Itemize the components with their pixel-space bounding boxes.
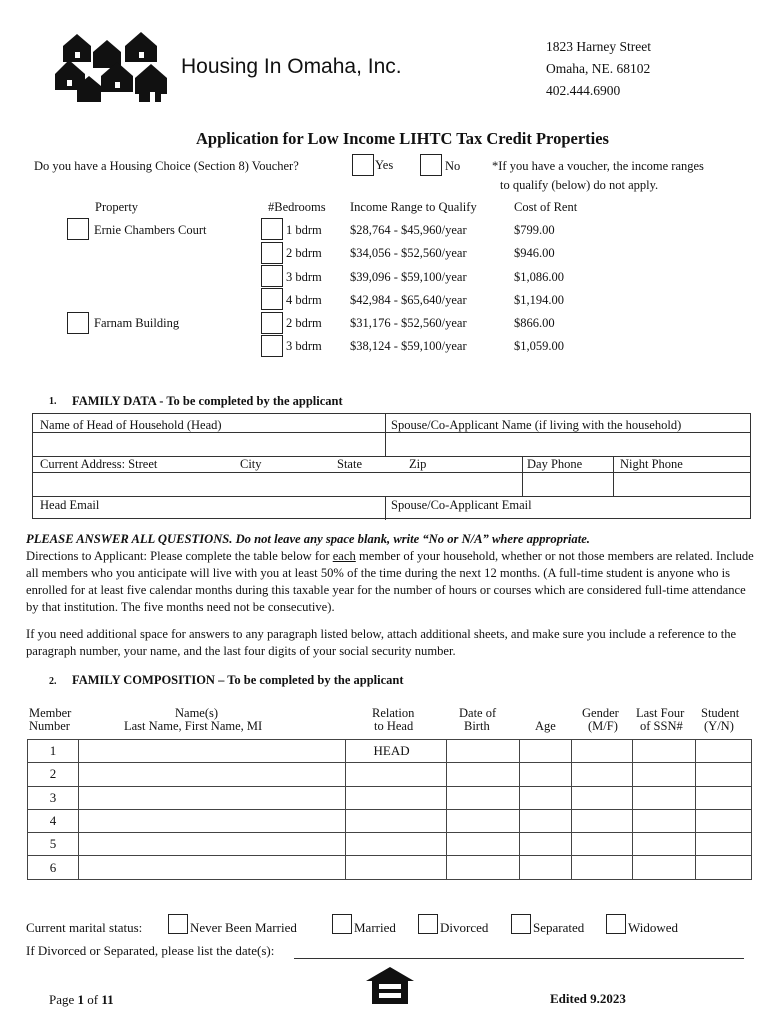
table-row bbox=[28, 833, 752, 856]
relation-cell[interactable] bbox=[345, 833, 447, 856]
member-number: 2 bbox=[28, 763, 79, 786]
address-field[interactable] bbox=[33, 472, 520, 494]
col-gender-label-1: Gender bbox=[582, 706, 619, 720]
col-names-label-1: Name(s) bbox=[175, 706, 219, 720]
property-name: Farnam Building bbox=[94, 316, 180, 330]
col-relation-label-2: to Head bbox=[374, 719, 414, 733]
answer-all-notice: PLEASE ANSWER ALL QUESTIONS. Do not leave any space blank, write “No or N/A” where appropriate. bbox=[26, 532, 590, 546]
phone-number: 402.444.6900 bbox=[546, 83, 621, 98]
col-gender-label-2: (M/F) bbox=[588, 719, 618, 733]
table-row bbox=[28, 809, 752, 832]
relation-cell[interactable] bbox=[345, 763, 447, 786]
unit-income-range: $31,176 - $52,560/year bbox=[350, 316, 467, 330]
divorced-dates-label: If Divorced or Separated, please list the date(s): bbox=[26, 943, 275, 958]
col-student-label-2: (Y/N) bbox=[704, 719, 734, 733]
voucher-question: Do you have a Housing Choice (Section 8) Voucher? bbox=[34, 159, 299, 173]
additional-space-paragraph: If you need additional space for answers to any paragraph listed below, attach additional sheets, and make sure you include a reference to the paragraph number, your name, and the last four digits of your social security number. bbox=[26, 627, 737, 658]
table-row bbox=[28, 786, 752, 809]
spouse-name-label: Spouse/Co-Applicant Name (if living with the household) bbox=[391, 418, 682, 432]
dob-cell[interactable] bbox=[447, 740, 520, 763]
relation-cell[interactable] bbox=[345, 809, 447, 832]
unit-rent: $799.00 bbox=[514, 223, 555, 237]
unit-checkbox[interactable] bbox=[261, 335, 283, 357]
dob-cell[interactable] bbox=[447, 763, 520, 786]
head-name-label: Name of Head of Household (Head) bbox=[40, 418, 222, 432]
gender-cell[interactable] bbox=[572, 740, 633, 763]
address-zip-label: Zip bbox=[409, 457, 427, 471]
ssn-cell[interactable] bbox=[633, 856, 696, 879]
member-number: 1 bbox=[28, 740, 79, 763]
col-student-label-1: Student bbox=[701, 706, 740, 720]
equal-housing-opportunity-icon bbox=[364, 966, 416, 1006]
name-cell[interactable] bbox=[78, 740, 345, 763]
cost-of-rent-header: Cost of Rent bbox=[514, 200, 578, 214]
page-number: Page 1 of 11 bbox=[49, 992, 114, 1007]
dob-cell[interactable] bbox=[447, 786, 520, 809]
head-name-field[interactable] bbox=[33, 433, 383, 455]
marital-status-label: Current marital status: bbox=[26, 920, 143, 935]
student-cell[interactable] bbox=[696, 809, 752, 832]
member-number: 3 bbox=[28, 786, 79, 809]
property-header: Property bbox=[95, 200, 139, 214]
gender-cell[interactable] bbox=[572, 809, 633, 832]
edited-date: Edited 9.2023 bbox=[550, 991, 626, 1006]
day-phone-field[interactable] bbox=[522, 472, 610, 494]
gender-cell[interactable] bbox=[572, 763, 633, 786]
age-cell[interactable] bbox=[520, 809, 572, 832]
gender-cell[interactable] bbox=[572, 786, 633, 809]
ssn-cell[interactable] bbox=[633, 763, 696, 786]
gender-cell[interactable] bbox=[572, 856, 633, 879]
spouse-email-label: Spouse/Co-Applicant Email bbox=[391, 498, 532, 512]
table-row bbox=[28, 763, 752, 786]
col-member-label-1: Member bbox=[29, 706, 72, 720]
name-cell[interactable] bbox=[78, 763, 345, 786]
address-street-label: Current Address: Street bbox=[40, 457, 158, 471]
member-number: 6 bbox=[28, 856, 79, 879]
age-cell[interactable] bbox=[520, 786, 572, 809]
unit-checkbox[interactable] bbox=[261, 312, 283, 334]
unit-checkbox[interactable] bbox=[261, 265, 283, 287]
voucher-no-label: No bbox=[445, 159, 461, 173]
ssn-cell[interactable] bbox=[633, 809, 696, 832]
unit-checkbox[interactable] bbox=[261, 288, 283, 310]
ssn-cell[interactable] bbox=[633, 786, 696, 809]
unit-rent: $866.00 bbox=[514, 316, 555, 330]
name-cell[interactable] bbox=[78, 856, 345, 879]
voucher-yes-checkbox[interactable] bbox=[352, 154, 374, 176]
address-line-1: 1823 Harney Street bbox=[546, 39, 651, 54]
student-cell[interactable] bbox=[696, 740, 752, 763]
age-cell[interactable] bbox=[520, 856, 572, 879]
voucher-no-checkbox[interactable] bbox=[420, 154, 442, 176]
unit-rent: $1,194.00 bbox=[514, 293, 564, 307]
age-cell[interactable] bbox=[520, 740, 572, 763]
never-married-checkbox[interactable] bbox=[168, 914, 188, 934]
name-cell[interactable] bbox=[78, 809, 345, 832]
name-cell[interactable] bbox=[78, 786, 345, 809]
widowed-checkbox[interactable] bbox=[606, 914, 626, 934]
col-relation-label-1: Relation bbox=[372, 706, 415, 720]
age-cell[interactable] bbox=[520, 763, 572, 786]
relation-cell[interactable]: HEAD bbox=[345, 740, 447, 763]
income-range-header: Income Range to Qualify bbox=[350, 200, 477, 214]
section-2-number: 2. bbox=[49, 676, 57, 687]
relation-cell[interactable] bbox=[345, 856, 447, 879]
unit-bedrooms: 2 bdrm bbox=[286, 316, 322, 330]
page-title: Application for Low Income LIHTC Tax Credit Properties bbox=[196, 129, 609, 148]
dob-cell[interactable] bbox=[447, 809, 520, 832]
day-phone-label: Day Phone bbox=[527, 457, 583, 471]
married-label: Married bbox=[354, 920, 396, 935]
col-dob-label-2: Birth bbox=[464, 719, 490, 733]
directions-paragraph: Directions to Applicant: Please complete the table below for each member of your household, whether or not those members are related. Include all members who you anticipate will live with you at least 50% of the time during the next 12 months. (A full-time student is anyone who is enrolled for at least five calendar months during this taxable year for the number of hours or courses which are considered full-time attendance by that institution. The five months need not be consecutive). bbox=[26, 549, 754, 614]
table-row bbox=[28, 740, 752, 763]
section-1-heading: FAMILY DATA - To be completed by the applicant bbox=[72, 394, 343, 408]
gender-cell[interactable] bbox=[572, 833, 633, 856]
ssn-cell[interactable] bbox=[633, 833, 696, 856]
property-name: Ernie Chambers Court bbox=[94, 223, 207, 237]
bedrooms-header: #Bedrooms bbox=[268, 200, 326, 214]
housing-in-omaha-logo bbox=[55, 30, 179, 104]
col-ssn-label-1: Last Four bbox=[636, 706, 685, 720]
unit-rent: $1,059.00 bbox=[514, 339, 564, 353]
member-number: 4 bbox=[28, 809, 79, 832]
unit-bedrooms: 2 bdrm bbox=[286, 246, 322, 260]
section-1-number: 1. bbox=[49, 396, 57, 407]
col-ssn-label-2: of SSN# bbox=[640, 719, 683, 733]
unit-income-range: $34,056 - $52,560/year bbox=[350, 246, 467, 260]
unit-bedrooms: 4 bdrm bbox=[286, 293, 322, 307]
name-cell[interactable] bbox=[78, 833, 345, 856]
member-number: 5 bbox=[28, 833, 79, 856]
student-cell[interactable] bbox=[696, 786, 752, 809]
night-phone-field[interactable] bbox=[614, 472, 750, 494]
section-2-heading: FAMILY COMPOSITION – To be completed by the applicant bbox=[72, 673, 404, 687]
never-married-label: Never Been Married bbox=[190, 920, 297, 935]
widowed-label: Widowed bbox=[628, 920, 679, 935]
col-names-label-2: Last Name, First Name, MI bbox=[124, 719, 263, 733]
property-checkbox-farnam[interactable] bbox=[67, 312, 89, 334]
col-age-label: Age bbox=[535, 719, 556, 733]
divorced-label: Divorced bbox=[440, 920, 489, 935]
unit-income-range: $38,124 - $59,100/year bbox=[350, 339, 467, 353]
col-dob-label-1: Date of bbox=[459, 706, 497, 720]
divorced-dates-field[interactable] bbox=[294, 957, 744, 959]
family-composition-table bbox=[27, 739, 752, 880]
unit-bedrooms: 1 bdrm bbox=[286, 223, 322, 237]
voucher-note-line-1: *If you have a voucher, the income ranges bbox=[492, 159, 704, 173]
ssn-cell[interactable] bbox=[633, 740, 696, 763]
unit-income-range: $42,984 - $65,640/year bbox=[350, 293, 467, 307]
separated-label: Separated bbox=[533, 920, 585, 935]
address-city-label: City bbox=[240, 457, 262, 471]
dob-cell[interactable] bbox=[447, 856, 520, 879]
student-cell[interactable] bbox=[696, 763, 752, 786]
unit-income-range: $39,096 - $59,100/year bbox=[350, 270, 467, 284]
married-checkbox[interactable] bbox=[332, 914, 352, 934]
unit-checkbox[interactable] bbox=[261, 242, 283, 264]
property-checkbox-ernie-chambers[interactable] bbox=[67, 218, 89, 240]
unit-rent: $1,086.00 bbox=[514, 270, 564, 284]
unit-bedrooms: 3 bdrm bbox=[286, 339, 322, 353]
unit-income-range: $28,764 - $45,960/year bbox=[350, 223, 467, 237]
address-line-2: Omaha, NE. 68102 bbox=[546, 61, 651, 76]
voucher-note-line-2: to qualify (below) do not apply. bbox=[500, 178, 659, 192]
dob-cell[interactable] bbox=[447, 833, 520, 856]
unit-rent: $946.00 bbox=[514, 246, 555, 260]
col-member-label-2: Number bbox=[29, 719, 70, 733]
student-cell[interactable] bbox=[696, 856, 752, 879]
student-cell[interactable] bbox=[696, 833, 752, 856]
address-state-label: State bbox=[337, 457, 362, 471]
unit-checkbox[interactable] bbox=[261, 218, 283, 240]
relation-cell[interactable] bbox=[345, 786, 447, 809]
org-name: Housing In Omaha, Inc. bbox=[181, 55, 402, 78]
age-cell[interactable] bbox=[520, 833, 572, 856]
night-phone-label: Night Phone bbox=[620, 457, 683, 471]
unit-bedrooms: 3 bdrm bbox=[286, 270, 322, 284]
head-email-label: Head Email bbox=[40, 498, 100, 512]
table-row bbox=[28, 856, 752, 879]
separated-checkbox[interactable] bbox=[511, 914, 531, 934]
divorced-checkbox[interactable] bbox=[418, 914, 438, 934]
voucher-yes-label: Yes bbox=[375, 158, 394, 172]
spouse-name-field[interactable] bbox=[386, 433, 750, 455]
